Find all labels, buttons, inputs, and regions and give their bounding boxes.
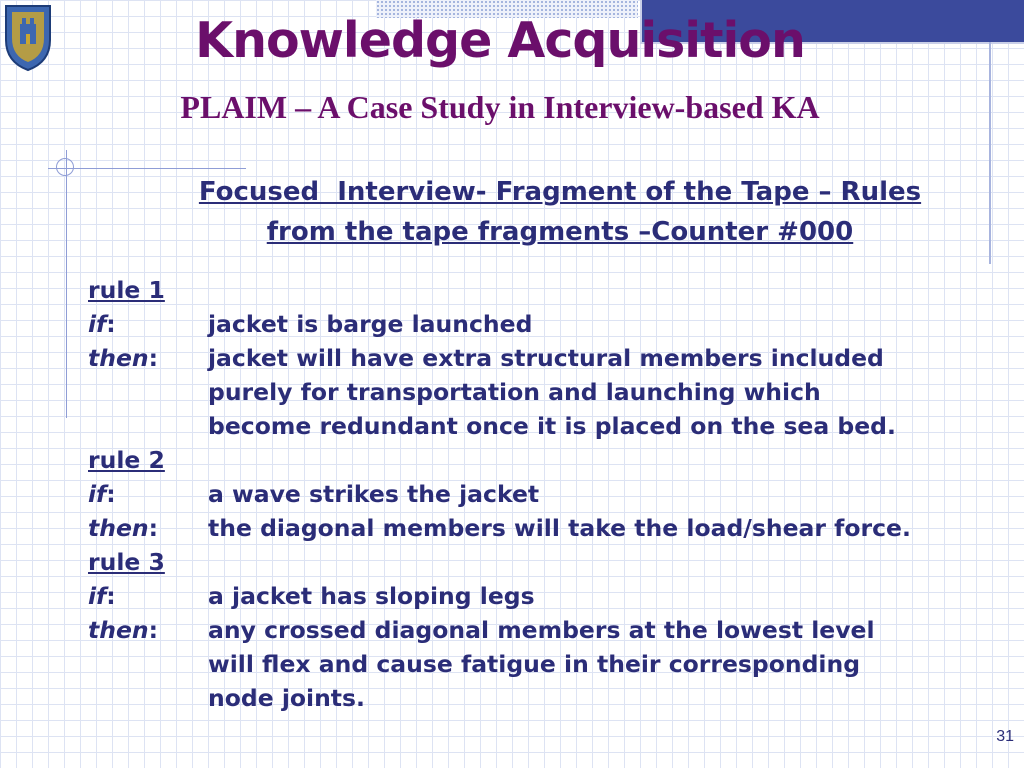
if-condition: a jacket has sloping legs (208, 582, 535, 610)
rule-if-row (88, 477, 988, 511)
rule-title: rule 3 (88, 548, 165, 576)
rule-then-row (88, 341, 988, 443)
if-label: if: (88, 310, 116, 338)
rule-if-row (88, 307, 988, 341)
rule-title: rule 1 (88, 276, 165, 304)
section-heading (80, 172, 1024, 252)
decorative-circle-icon (56, 158, 74, 176)
then-label: then: (88, 344, 159, 372)
then-conclusion: jacket will have extra structural members included purely for transportation and launching which become redundant once it is placed on the sea bed. (208, 344, 896, 440)
decorative-vertical-line (66, 150, 67, 418)
then-label: then: (88, 514, 159, 542)
rule-block (88, 273, 988, 443)
if-label: if: (88, 582, 116, 610)
section-heading-line-2: from the tape fragments –Counter #000 (266, 217, 854, 247)
rule-title: rule 2 (88, 446, 165, 474)
slide-title: Knowledge Acquisition (195, 12, 805, 69)
then-label: then: (88, 616, 159, 644)
if-condition: jacket is barge launched (208, 310, 533, 338)
then-conclusion: the diagonal members will take the load/shear force. (208, 514, 911, 542)
rule-block (88, 443, 988, 545)
rules-list (88, 273, 988, 715)
section-heading-line-1: Focused Interview- Fragment of the Tape – Rules (198, 177, 922, 207)
slide-subtitle: PLAIM – A Case Study in Interview-based KA (180, 89, 820, 125)
then-conclusion: any crossed diagonal members at the lowest level will flex and cause fatigue in their corresponding node joints. (208, 616, 875, 712)
rule-if-row (88, 579, 988, 613)
page-number: 31 (996, 728, 1014, 745)
rule-block (88, 545, 988, 715)
if-condition: a wave strikes the jacket (208, 480, 540, 508)
if-label: if: (88, 480, 116, 508)
rule-then-row (88, 613, 988, 715)
rule-then-row (88, 511, 988, 545)
decorative-horizontal-line (48, 168, 246, 169)
